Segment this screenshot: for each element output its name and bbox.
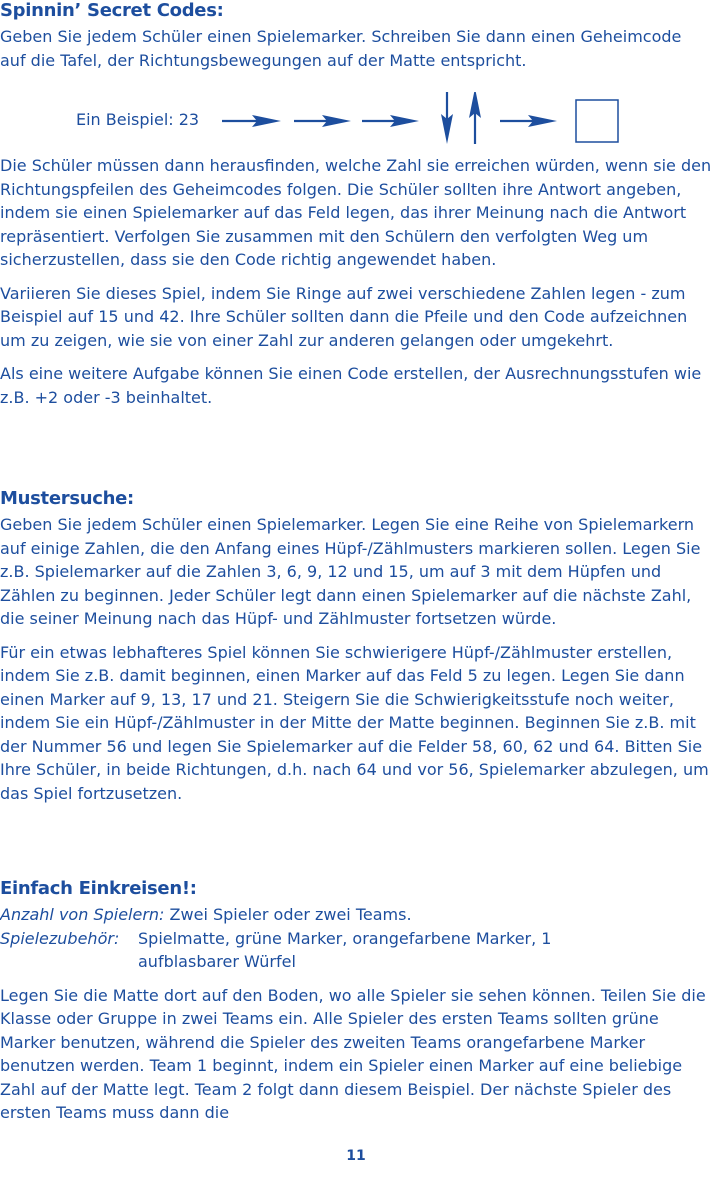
paragraph: Geben Sie jedem Schüler einen Spielemarker. Legen Sie eine Reihe von Spielemarkern auf einige Zahlen, die den Anfang eines Hüpf-/Zählmusters markieren sollen. Legen Sie z.B. Spielemarker auf die Zahlen 3, 6, 9, 12 und 15, um auf 3 mit dem Hüpfen und Zählen zu beginnen. Jeder Schüler legt dann einen Spielemarker auf die nächste Zahl, die seiner Meinung nach das Hüpf- und Zählmuster fortsetzen würde. [0, 515, 701, 628]
equipment-value: Spielmatte, grüne Marker, orangefarbene Marker, 1 aufblasbarer Würfel [138, 928, 552, 971]
arrow-right-icon [222, 115, 281, 127]
example-code [0, 92, 712, 144]
arrow-right-icon [500, 115, 557, 127]
arrow-right-icon [294, 115, 351, 127]
equipment-label: Spielezubehör: [0, 928, 120, 948]
paragraph: Die Schüler müssen dann herausfinden, welche Zahl sie erreichen würden, wenn sie den Richtungspfeilen des Geheimcodes folgen. Die Schüler sollten ihre Antwort angeben, indem sie einen Spielemarker auf das Feld legen, das ihrer Meinung nach die Antwort repräsentiert. Verfolgen Sie zusammen mit den Schülern den verfolgten Weg um sicherzustellen, dass sie den Code richtig angewendet haben. [0, 156, 712, 269]
section-einfach-einkreisen [0, 878, 712, 1125]
section-spinnin-secret-codes [0, 0, 712, 72]
section-mustersuche [0, 488, 712, 805]
example-label: Ein Beispiel: 23 [76, 110, 200, 129]
equipment-row [0, 927, 712, 974]
paragraph: Geben Sie jedem Schüler einen Spielemarker. Schreiben Sie dann einen Geheimcode auf die Tafel, der Richtungsbewegungen auf der Matte entspricht. [0, 27, 682, 70]
players-label: Anzahl von Spielern: [0, 905, 165, 924]
paragraph: Als eine weitere Aufgabe können Sie einen Code erstellen, der Ausrechnungsstufen wie z.B. +2 oder -3 beinhaltet. [0, 364, 702, 407]
arrow-up-icon [469, 92, 481, 144]
section-title: Spinnin’ Secret Codes: [0, 0, 224, 21]
players-row [0, 903, 712, 927]
paragraph: Für ein etwas lebhafteres Spiel können Sie schwierigere Hüpf-/Zählmuster erstellen, indem Sie z.B. damit beginnen, einen Marker auf das Feld 5 zu legen. Legen Sie dann einen Marker auf 9, 13, 17 und 21. Steigern Sie die Schwierigkeitsstufe noch weiter, indem Sie ein Hüpf-/Zählmuster in der Mitte der Matte beginnen. Beginnen Sie z.B. mit der Nummer 56 und legen Sie Spielemarker auf die Felder 58, 60, 62 und 64. Bitten Sie Ihre Schüler, in beide Richtungen, d.h. nach 64 und vor 56, Spielemarker abzulegen, um das Spiel fortzusetzen. [0, 642, 709, 803]
example-arrows [0, 92, 712, 144]
page-number: 11 [346, 1148, 366, 1164]
arrow-right-icon [362, 115, 419, 127]
answer-box [576, 100, 618, 142]
players-value: Zwei Spieler oder zwei Teams. [169, 905, 412, 924]
section-title: Einfach Einkreisen!: [0, 878, 197, 899]
paragraph: Legen Sie die Matte dort auf den Boden, wo alle Spieler sie sehen können. Teilen Sie die Klasse oder Gruppe in zwei Teams ein. Alle Spieler des ersten Teams sollten grüne Marker benutzen, während die Spieler des zweiten Teams orangefarbene Marker benutzen werden. Team 1 beginnt, indem ein Spieler einen Marker auf eine beliebige Zahl auf der Matte legt. Team 2 folgt dann diesem Beispiel. Der nächste Spieler des ersten Teams muss dann die [0, 985, 706, 1122]
section-spinnin-secret-codes-continued [0, 154, 712, 409]
arrow-down-icon [441, 92, 453, 144]
paragraph: Variieren Sie dieses Spiel, indem Sie Ringe auf zwei verschiedene Zahlen legen - zum Beispiel auf 15 und 42. Ihre Schüler sollten dann die Pfeile und den Code aufzeichnen um zu zeigen, wie sie von einer Zahl zur anderen gelangen oder umgekehrt. [0, 283, 688, 350]
section-title: Mustersuche: [0, 488, 134, 509]
